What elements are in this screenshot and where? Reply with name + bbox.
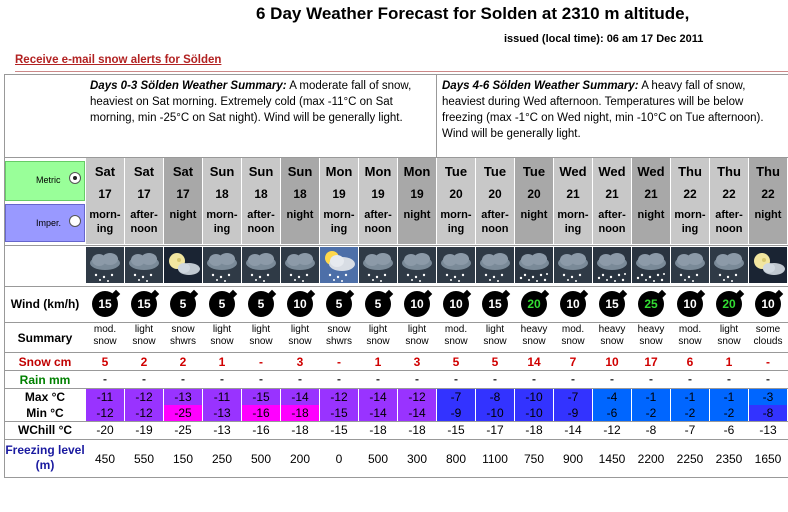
time-of-day: after- noon xyxy=(481,209,509,235)
wind-speed: 10 xyxy=(404,291,430,317)
period-header xyxy=(359,158,397,244)
wind-indicator xyxy=(593,289,631,321)
min-temp: -15 xyxy=(320,405,358,421)
day-date: 18 xyxy=(215,187,229,201)
wind-indicator xyxy=(554,289,592,321)
rain-amount: - xyxy=(415,372,419,386)
snow-amount: 7 xyxy=(569,355,577,369)
day-date: 22 xyxy=(722,187,736,201)
rain-amount: - xyxy=(610,372,614,386)
divider xyxy=(4,352,788,353)
wind-indicator xyxy=(281,289,319,321)
wind-chill: -14 xyxy=(564,423,582,437)
freezing-level: 150 xyxy=(172,452,194,466)
wind-chill: -15 xyxy=(447,423,465,437)
max-temp: -12 xyxy=(398,389,436,405)
summary-days-4-6 xyxy=(438,75,788,157)
wind-indicator xyxy=(515,289,553,321)
snow-amount: 6 xyxy=(686,355,694,369)
period-header xyxy=(749,158,787,244)
max-temp: -13 xyxy=(164,389,202,405)
time-of-day: morn- ing xyxy=(557,209,589,235)
freezing-level: 500 xyxy=(250,452,272,466)
heavy-snow-icon xyxy=(515,247,553,283)
day-name: Mon xyxy=(325,164,353,179)
snow-amount: - xyxy=(259,355,263,369)
snow-cloud-icon xyxy=(554,247,592,283)
divider xyxy=(4,370,788,371)
min-temp: -13 xyxy=(203,405,241,421)
period-header xyxy=(203,158,241,244)
summary-text: A moderate fall of snow, heaviest on Sat morning. Extremely cold (max -11°C on Sat morning, min -25°C on Sat night). Wind will be generally light. xyxy=(90,80,412,124)
time-of-day: after- noon xyxy=(598,209,626,235)
min-temp: -14 xyxy=(359,405,397,421)
period-header xyxy=(281,158,319,244)
period-header xyxy=(164,158,202,244)
moon-cloud-icon xyxy=(164,247,202,283)
summary-spacer xyxy=(5,75,86,157)
time-of-day: night xyxy=(169,209,197,221)
max-temp: -15 xyxy=(242,389,280,405)
weather-summary: light snow xyxy=(717,324,741,347)
wind-speed: 10 xyxy=(677,291,703,317)
rain-amount: - xyxy=(181,372,185,386)
max-temp: -8 xyxy=(476,389,514,405)
wind-chill: -18 xyxy=(369,423,387,437)
rain-amount: - xyxy=(103,372,107,386)
max-temp: -14 xyxy=(359,389,397,405)
weather-summary: heavy snow xyxy=(520,324,548,347)
summary-text: A heavy fall of snow, heaviest during Wed afternoon. Temperatures will be below freezing (max -1°C on Wed night, min -10°C on Tue afternoon). Wind will be generally light. xyxy=(442,80,764,140)
min-temp: -9 xyxy=(437,405,475,421)
wind-chill: -16 xyxy=(252,423,270,437)
day-date: 21 xyxy=(644,187,658,201)
snow-amount: 1 xyxy=(725,355,733,369)
row-label-wchill: WChill °C xyxy=(17,423,73,437)
weather-summary: mod. snow xyxy=(93,324,117,347)
day-name: Mon xyxy=(403,164,431,179)
snow-amount: - xyxy=(766,355,770,369)
min-temp: -10 xyxy=(476,405,514,421)
freezing-level: 300 xyxy=(406,452,428,466)
freezing-level: 250 xyxy=(211,452,233,466)
snow-cloud-icon xyxy=(476,247,514,283)
weather-summary: light snow xyxy=(366,324,390,347)
min-temp: -6 xyxy=(593,405,631,421)
min-temp: -10 xyxy=(515,405,553,421)
wind-speed: 20 xyxy=(716,291,742,317)
rain-amount: - xyxy=(142,372,146,386)
wind-speed: 15 xyxy=(131,291,157,317)
rain-amount: - xyxy=(298,372,302,386)
rain-amount: - xyxy=(454,372,458,386)
snow-cloud-icon xyxy=(203,247,241,283)
wind-speed: 10 xyxy=(443,291,469,317)
wind-chill: -18 xyxy=(525,423,543,437)
wind-chill: -6 xyxy=(723,423,735,437)
moon-cloud-icon xyxy=(749,247,787,283)
weather-summary: heavy snow xyxy=(598,324,626,347)
time-of-day: morn- ing xyxy=(674,209,706,235)
freezing-level: 900 xyxy=(562,452,584,466)
time-of-day: morn- ing xyxy=(206,209,238,235)
weather-summary: mod. snow xyxy=(561,324,585,347)
max-temp: -10 xyxy=(515,389,553,405)
day-name: Sun xyxy=(248,164,274,179)
time-of-day: morn- ing xyxy=(89,209,121,235)
weather-summary: light snow xyxy=(132,324,156,347)
heavy-snow-icon xyxy=(593,247,631,283)
min-temp: -2 xyxy=(632,405,670,421)
wind-chill: -13 xyxy=(759,423,777,437)
weather-summary: snow shwrs xyxy=(325,324,353,347)
divider xyxy=(4,477,788,478)
wind-indicator xyxy=(125,289,163,321)
snow-amount: 2 xyxy=(179,355,187,369)
day-name: Sun xyxy=(287,164,313,179)
time-of-day: morn- ing xyxy=(323,209,355,235)
wind-speed: 5 xyxy=(170,291,196,317)
time-of-day: night xyxy=(754,209,782,221)
time-of-day: after- noon xyxy=(247,209,275,235)
max-temp: -12 xyxy=(125,389,163,405)
min-temp: -8 xyxy=(749,405,787,421)
day-date: 18 xyxy=(293,187,307,201)
day-name: Thu xyxy=(678,164,702,179)
period-header xyxy=(476,158,514,244)
day-name: Mon xyxy=(364,164,392,179)
page-title: 6 Day Weather Forecast for Solden at 2310 m altitude, xyxy=(256,4,690,23)
day-name: Sat xyxy=(94,164,116,179)
freezing-level: 2350 xyxy=(715,452,743,466)
period-header xyxy=(593,158,631,244)
wind-indicator xyxy=(710,289,748,321)
min-temp: -2 xyxy=(671,405,709,421)
period-header xyxy=(242,158,280,244)
day-date: 21 xyxy=(566,187,580,201)
day-name: Tue xyxy=(483,164,507,179)
min-temp: -14 xyxy=(398,405,436,421)
wind-chill: -12 xyxy=(603,423,621,437)
day-name: Sat xyxy=(133,164,155,179)
freezing-level: 750 xyxy=(523,452,545,466)
wind-speed: 5 xyxy=(209,291,235,317)
wind-chill: -19 xyxy=(135,423,153,437)
row-label-freezing: Freezing level (m) xyxy=(5,443,85,472)
day-date: 17 xyxy=(176,187,190,201)
wind-chill: -18 xyxy=(291,423,309,437)
time-of-day: night xyxy=(403,209,431,221)
snow-alert-link[interactable]: Receive e-mail snow alerts for Sölden xyxy=(15,54,222,66)
snow-amount: 5 xyxy=(101,355,109,369)
rain-amount: - xyxy=(532,372,536,386)
rain-amount: - xyxy=(493,372,497,386)
max-temp: -7 xyxy=(437,389,475,405)
snow-cloud-icon xyxy=(398,247,436,283)
snow-amount: 3 xyxy=(413,355,421,369)
time-of-day: after- noon xyxy=(364,209,392,235)
rain-amount: - xyxy=(259,372,263,386)
rain-amount: - xyxy=(571,372,575,386)
snow-amount: 17 xyxy=(644,355,658,369)
imperial-label: Imper. xyxy=(36,218,62,228)
rain-amount: - xyxy=(649,372,653,386)
wind-indicator xyxy=(164,289,202,321)
snow-amount: 3 xyxy=(296,355,304,369)
day-date: 17 xyxy=(98,187,112,201)
rain-amount: - xyxy=(766,372,770,386)
freezing-level: 1450 xyxy=(598,452,626,466)
day-date: 20 xyxy=(449,187,463,201)
divider xyxy=(4,322,788,323)
day-name: Wed xyxy=(637,164,665,179)
day-name: Sun xyxy=(209,164,235,179)
sun-cloud-snow-icon xyxy=(320,247,358,283)
period-header xyxy=(125,158,163,244)
wind-speed: 15 xyxy=(92,291,118,317)
divider xyxy=(4,245,788,246)
wind-indicator xyxy=(476,289,514,321)
period-header xyxy=(632,158,670,244)
day-date: 20 xyxy=(488,187,502,201)
time-of-day: morn- ing xyxy=(440,209,472,235)
issued-time: issued (local time): 06 am 17 Dec 2011 xyxy=(504,33,704,45)
day-date: 19 xyxy=(410,187,424,201)
max-temp: -11 xyxy=(203,389,241,405)
metric-radio[interactable] xyxy=(69,172,81,184)
wind-indicator xyxy=(671,289,709,321)
weather-summary: light snow xyxy=(249,324,273,347)
period-header xyxy=(710,158,748,244)
wind-chill: -8 xyxy=(645,423,657,437)
period-header xyxy=(437,158,475,244)
wind-speed: 5 xyxy=(248,291,274,317)
day-name: Wed xyxy=(559,164,587,179)
wind-indicator xyxy=(398,289,436,321)
freezing-level: 550 xyxy=(133,452,155,466)
period-header xyxy=(554,158,592,244)
day-name: Sat xyxy=(172,164,194,179)
max-temp: -1 xyxy=(671,389,709,405)
max-temp: -1 xyxy=(710,389,748,405)
time-of-day: night xyxy=(520,209,548,221)
rain-amount: - xyxy=(220,372,224,386)
weather-summary: light snow xyxy=(210,324,234,347)
freezing-level: 0 xyxy=(335,452,343,466)
freezing-level: 2200 xyxy=(637,452,665,466)
wind-speed: 10 xyxy=(287,291,313,317)
freezing-level: 1100 xyxy=(482,452,508,466)
row-label-snow: Snow cm xyxy=(18,355,72,369)
max-temp: -1 xyxy=(632,389,670,405)
rain-amount: - xyxy=(688,372,692,386)
divider xyxy=(4,286,788,287)
metric-label: Metric xyxy=(36,175,61,185)
snow-amount: 1 xyxy=(218,355,226,369)
period-header xyxy=(515,158,553,244)
day-date: 22 xyxy=(761,187,775,201)
min-temp: -12 xyxy=(125,405,163,421)
freezing-level: 1650 xyxy=(754,452,782,466)
weather-summary: some clouds xyxy=(753,324,783,347)
day-name: Tue xyxy=(522,164,546,179)
time-of-day: night xyxy=(637,209,665,221)
day-name: Tue xyxy=(444,164,468,179)
row-label-rain: Rain mm xyxy=(19,373,71,387)
wind-speed: 15 xyxy=(599,291,625,317)
wind-speed: 10 xyxy=(560,291,586,317)
divider xyxy=(15,71,788,72)
period-header xyxy=(398,158,436,244)
wind-indicator xyxy=(749,289,787,321)
max-temp: -4 xyxy=(593,389,631,405)
min-temp: -9 xyxy=(554,405,592,421)
snow-cloud-icon xyxy=(86,247,124,283)
wind-chill: -20 xyxy=(96,423,114,437)
snow-cloud-icon xyxy=(125,247,163,283)
wind-chill: -13 xyxy=(213,423,231,437)
wind-chill: -25 xyxy=(174,423,192,437)
weather-summary: light snow xyxy=(483,324,507,347)
freezing-level: 200 xyxy=(289,452,311,466)
imperial-toggle[interactable] xyxy=(5,204,85,242)
imperial-radio[interactable] xyxy=(69,215,81,227)
min-temp: -12 xyxy=(86,405,124,421)
freezing-level: 800 xyxy=(445,452,467,466)
min-temp: -16 xyxy=(242,405,280,421)
wind-indicator xyxy=(203,289,241,321)
wind-speed: 5 xyxy=(365,291,391,317)
time-of-day: night xyxy=(286,209,314,221)
wind-speed: 15 xyxy=(482,291,508,317)
freezing-level: 2250 xyxy=(676,452,704,466)
weather-summary: light snow xyxy=(405,324,429,347)
day-date: 17 xyxy=(137,187,151,201)
wind-indicator xyxy=(242,289,280,321)
day-date: 20 xyxy=(527,187,541,201)
snow-cloud-icon xyxy=(242,247,280,283)
freezing-level: 450 xyxy=(94,452,116,466)
summary-heading: Days 0-3 Sölden Weather Summary: xyxy=(90,80,287,92)
snow-cloud-icon xyxy=(671,247,709,283)
rain-amount: - xyxy=(376,372,380,386)
wind-indicator xyxy=(359,289,397,321)
snow-amount: 14 xyxy=(527,355,541,369)
row-label-summary: Summary xyxy=(17,331,73,345)
snow-cloud-icon xyxy=(437,247,475,283)
rain-amount: - xyxy=(727,372,731,386)
max-temp: -12 xyxy=(320,389,358,405)
wind-indicator xyxy=(86,289,124,321)
snow-amount: 1 xyxy=(374,355,382,369)
weather-summary: snow shwrs xyxy=(169,324,197,347)
wind-chill: -17 xyxy=(486,423,504,437)
snow-cloud-icon xyxy=(359,247,397,283)
time-of-day: after- noon xyxy=(130,209,158,235)
snow-amount: 5 xyxy=(491,355,499,369)
freezing-level: 500 xyxy=(367,452,389,466)
min-temp: -2 xyxy=(710,405,748,421)
summary-days-0-3 xyxy=(86,75,437,157)
weather-summary: heavy snow xyxy=(637,324,665,347)
wind-chill: -18 xyxy=(408,423,426,437)
weather-summary: mod. snow xyxy=(678,324,702,347)
day-date: 22 xyxy=(683,187,697,201)
heavy-snow-icon xyxy=(632,247,670,283)
period-header xyxy=(320,158,358,244)
row-label-wind: Wind (km/h) xyxy=(10,297,80,311)
row-label-max: Max °C xyxy=(24,390,66,404)
wind-indicator xyxy=(320,289,358,321)
wind-indicator xyxy=(632,289,670,321)
day-date: 18 xyxy=(254,187,268,201)
day-name: Thu xyxy=(717,164,741,179)
day-date: 19 xyxy=(332,187,346,201)
weather-summary: light snow xyxy=(288,324,312,347)
wind-speed: 5 xyxy=(326,291,352,317)
day-name: Wed xyxy=(598,164,626,179)
summary-heading: Days 4-6 Sölden Weather Summary: xyxy=(442,80,639,92)
min-temp: -18 xyxy=(281,405,319,421)
day-name: Thu xyxy=(756,164,780,179)
max-temp: -3 xyxy=(749,389,787,405)
time-of-day: after- noon xyxy=(715,209,743,235)
wind-speed: 10 xyxy=(755,291,781,317)
day-date: 21 xyxy=(605,187,619,201)
min-temp: -25 xyxy=(164,405,202,421)
row-label-min: Min °C xyxy=(26,406,64,420)
snow-cloud-icon xyxy=(281,247,319,283)
metric-toggle[interactable] xyxy=(5,161,85,201)
period-header xyxy=(86,158,124,244)
rain-amount: - xyxy=(337,372,341,386)
wind-speed: 20 xyxy=(521,291,547,317)
day-date: 19 xyxy=(371,187,385,201)
snow-amount: 5 xyxy=(452,355,460,369)
max-temp: -14 xyxy=(281,389,319,405)
snow-amount: 10 xyxy=(605,355,619,369)
weather-summary: mod. snow xyxy=(444,324,468,347)
snow-amount: - xyxy=(337,355,341,369)
wind-chill: -15 xyxy=(330,423,348,437)
wind-indicator xyxy=(437,289,475,321)
max-temp: -7 xyxy=(554,389,592,405)
period-header xyxy=(671,158,709,244)
snow-amount: 2 xyxy=(140,355,148,369)
snow-cloud-icon xyxy=(710,247,748,283)
wind-chill: -7 xyxy=(684,423,696,437)
max-temp: -11 xyxy=(86,389,124,405)
wind-speed: 25 xyxy=(638,291,664,317)
divider xyxy=(4,439,788,440)
